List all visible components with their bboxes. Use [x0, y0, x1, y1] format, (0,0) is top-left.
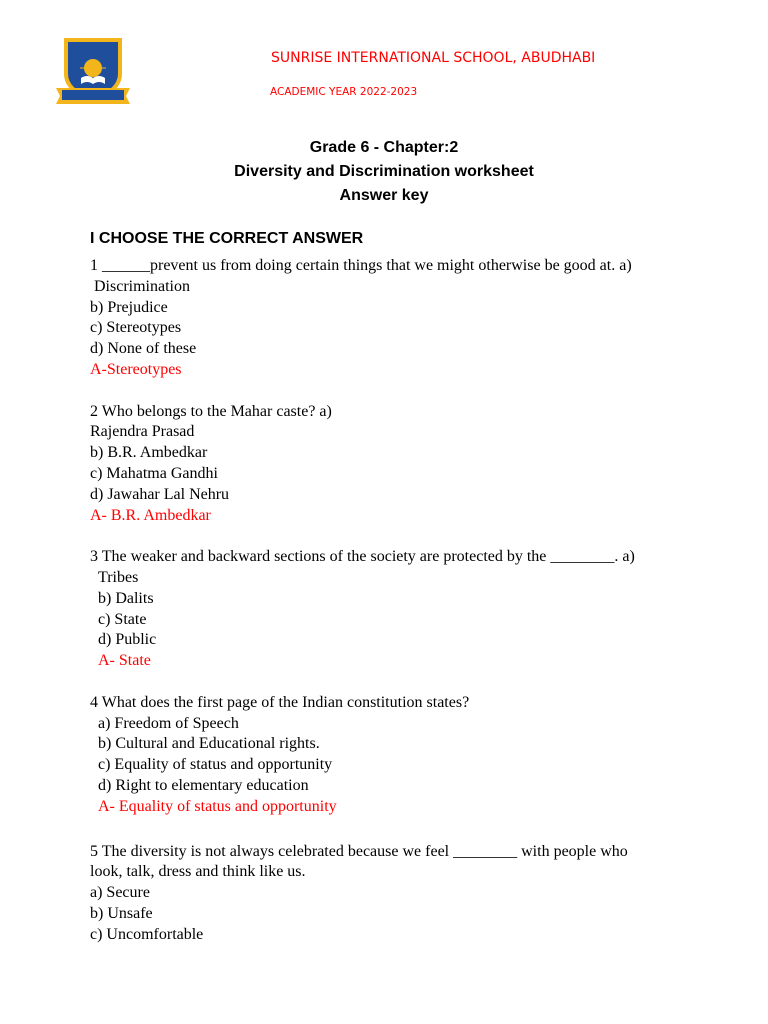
- title-grade-chapter: Grade 6 - Chapter:2: [309, 139, 459, 156]
- option-line: Discrimination: [94, 277, 190, 295]
- option-line: c) Mahatma Gandhi: [90, 464, 218, 482]
- question-text: 1 ______prevent us from doing certain things that we might otherwise be good at. a): [90, 257, 632, 274]
- option-line: d) Jawahar Lal Nehru: [90, 485, 230, 503]
- question-text: 2 Who belongs to the Mahar caste? a): [90, 402, 332, 420]
- option-line: b) Dalits: [98, 589, 154, 607]
- section-heading: I CHOOSE THE CORRECT ANSWER: [90, 230, 364, 247]
- title-answer-key: Answer key: [339, 187, 429, 204]
- option-line: b) Unsafe: [90, 904, 153, 922]
- option-line: d) None of these: [90, 340, 197, 358]
- option-line: b) Cultural and Educational rights.: [98, 735, 320, 753]
- option-line: b) B.R. Ambedkar: [90, 444, 208, 462]
- academic-year: ACADEMIC YEAR 2022-2023: [270, 86, 418, 98]
- question-text: 5 The diversity is not always celebrated because we feel ________ with people who: [90, 842, 628, 860]
- question-text: 4 What does the first page of the Indian constitution states?: [90, 693, 470, 711]
- worksheet-title: [0, 136, 768, 208]
- option-line: Tribes: [98, 568, 139, 586]
- option-line: c) Equality of status and opportunity: [98, 756, 333, 774]
- option-line: c) Uncomfortable: [90, 925, 204, 943]
- question-block: [90, 547, 710, 672]
- question-block: [90, 256, 710, 381]
- question-text: 3 The weaker and backward sections of the society are protected by the ________. a): [90, 548, 635, 566]
- school-name: SUNRISE INTERNATIONAL SCHOOL, ABUDHABI: [271, 50, 596, 66]
- option-line: a) Secure: [90, 884, 150, 902]
- question-text-continued: look, talk, dress and think like us.: [90, 863, 306, 881]
- question-block: [90, 842, 710, 946]
- option-line: c) State: [98, 610, 147, 628]
- question-block: [90, 693, 710, 818]
- school-logo: [54, 34, 132, 106]
- question-block: [90, 402, 710, 527]
- option-line: b) Prejudice: [90, 298, 168, 316]
- questions-body: [90, 256, 710, 946]
- answer-line: A- Equality of status and opportunity: [98, 797, 337, 815]
- title-worksheet-name: Diversity and Discrimination worksheet: [234, 163, 534, 180]
- option-line: a) Freedom of Speech: [98, 714, 239, 732]
- option-line: c) Stereotypes: [90, 319, 182, 337]
- option-line: Rajendra Prasad: [90, 423, 195, 441]
- answer-line: A-Stereotypes: [90, 360, 182, 378]
- option-line: d) Public: [98, 631, 157, 649]
- answer-line: A- State: [98, 652, 151, 670]
- option-line: d) Right to elementary education: [98, 776, 309, 794]
- answer-line: A- B.R. Ambedkar: [90, 506, 211, 524]
